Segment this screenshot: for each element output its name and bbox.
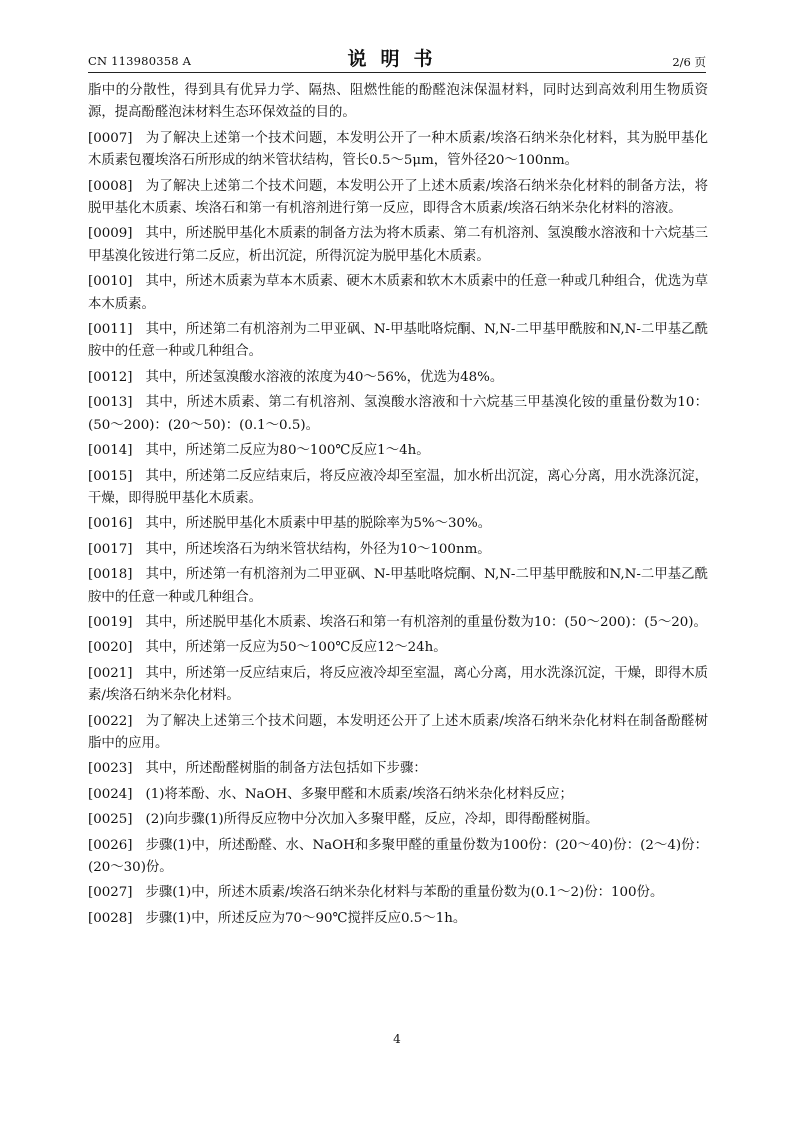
numbered-paragraph (88, 663, 708, 708)
paragraph-text: 其中，所述酚醛树脂的制备方法包括如下步骤： (145, 761, 427, 777)
patent-number: CN 113980358 A (88, 54, 192, 68)
paragraph-number: [0008] (88, 178, 133, 194)
paragraph-number: [0019] (88, 614, 133, 630)
page-header (88, 44, 706, 73)
paragraph-text: 步骤(1)中，所述木质素/埃洛石纳米杂化材料与苯酚的重量份数为(0.1～2)份：100份。 (145, 885, 664, 901)
paragraph-text: 其中，所述第一反应为50～100℃反应12～24h。 (145, 640, 447, 656)
numbered-paragraph (88, 564, 708, 609)
paragraph-text: 为了解决上述第二个技术问题，本发明公开了上述木质素/埃洛石纳米杂化材料的制备方法，将脱甲基化木质素、埃洛石和第一有机溶剂进行第一反应，即得含木质素/埃洛石纳米杂化材料的溶液。 (88, 178, 708, 217)
paragraph-number: [0025] (88, 812, 133, 828)
paragraph-text: 其中，所述氢溴酸水溶液的浓度为40～56%，优选为48%。 (145, 369, 504, 385)
numbered-paragraph (88, 809, 708, 831)
paragraph-text: 其中，所述脱甲基化木质素中甲基的脱除率为5%～30%。 (145, 516, 492, 532)
numbered-paragraph (88, 319, 708, 364)
numbered-paragraph (88, 128, 708, 173)
page-number: 4 (393, 1032, 401, 1046)
paragraph-text: 其中，所述第二有机溶剂为二甲亚砜、N-甲基吡咯烷酮、N,N-二甲基甲酰胺和N,N-二甲基乙酰胺中的任意一种或几种组合。 (88, 322, 708, 360)
paragraph-number: [0016] (88, 516, 133, 532)
numbered-paragraph (88, 223, 708, 268)
paragraph-number: [0023] (88, 761, 133, 777)
paragraph-number: [0007] (88, 130, 133, 146)
paragraph-text: (2)向步骤(1)所得反应物中分次加入多聚甲醛，反应，冷却，即得酚醛树脂。 (145, 812, 599, 828)
paragraph-number: [0022] (88, 713, 133, 729)
numbered-paragraph (88, 466, 708, 511)
paragraph-number: [0009] (88, 226, 133, 242)
numbered-paragraph (88, 835, 708, 880)
paragraph-text: 其中，所述第二反应为80～100℃反应1～4h。 (145, 443, 430, 459)
paragraph-number: [0018] (88, 567, 133, 583)
numbered-paragraph (88, 539, 708, 561)
paragraph-number: [0014] (88, 443, 133, 459)
paragraph-text: (1)将苯酚、水、NaOH、多聚甲醛和木质素/埃洛石纳米杂化材料反应； (145, 786, 573, 802)
paragraph-number: [0015] (88, 468, 133, 484)
paragraph-number: [0020] (88, 640, 133, 656)
numbered-paragraph (88, 440, 708, 462)
paragraph-text: 其中，所述脱甲基化木质素、埃洛石和第一有机溶剂的重量份数为10：(50～200)：(5～20)。 (145, 614, 707, 630)
paragraph-number: [0027] (88, 885, 133, 901)
paragraph-number: [0028] (88, 910, 133, 926)
numbered-paragraph (88, 908, 708, 930)
paragraph-text: 其中，所述脱甲基化木质素的制备方法为将木质素、第二有机溶剂、氢溴酸水溶液和十六烷基三甲基溴化铵进行第二反应，析出沉淀，所得沉淀为脱甲基化木质素。 (88, 226, 708, 264)
page-indicator: 2/6 页 (672, 55, 706, 69)
intro-paragraph: 脂中的分散性，得到具有优异力学、隔热、阻燃性能的酚醛泡沫保温材料，同时达到高效利用生物质资源，提高酚醛泡沫材料生态环保效益的目的。 (88, 83, 708, 121)
numbered-paragraph (88, 367, 708, 389)
document-body (88, 80, 708, 933)
paragraph-text: 其中，所述木质素、第二有机溶剂、氢溴酸水溶液和十六烷基三甲基溴化铵的重量份数为10：(50～200)：(20～50)：(0.1～0.5)。 (88, 395, 708, 433)
paragraph-number: [0021] (88, 665, 133, 681)
paragraph-text: 其中，所述第一反应结束后，将反应液冷却至室温，离心分离，用水洗涤沉淀，干燥，即得木质素/埃洛石纳米杂化材料。 (88, 665, 708, 704)
numbered-paragraph (88, 271, 708, 316)
paragraph-list (88, 128, 708, 930)
numbered-paragraph (88, 513, 708, 535)
numbered-paragraph (88, 392, 708, 437)
numbered-paragraph (88, 882, 708, 904)
paragraph-text: 为了解决上述第一个技术问题，本发明公开了一种木质素/埃洛石纳米杂化材料，其为脱甲基化木质素包覆埃洛石所形成的纳米管状结构，管长0.5～5μm，管外径20～100nm。 (88, 130, 708, 169)
paragraph-text: 其中，所述第二反应结束后，将反应液冷却至室温，加水析出沉淀，离心分离，用水洗涤沉淀，干燥，即得脱甲基化木质素。 (88, 468, 708, 506)
paragraph-number: [0026] (88, 837, 133, 853)
paragraph-text: 其中，所述第一有机溶剂为二甲亚砜、N-甲基吡咯烷酮、N,N-二甲基甲酰胺和N,N-二甲基乙酰胺中的任意一种或几种组合。 (88, 567, 708, 605)
paragraph-text: 步骤(1)中，所述酚醛、水、NaOH和多聚甲醛的重量份数为100份：(20～40)份：(2～4)份：(20～30)份。 (88, 837, 708, 875)
paragraph-text: 其中，所述木质素为草本木质素、硬木木质素和软木木质素中的任意一种或几种组合，优选为草本木质素。 (88, 274, 708, 312)
paragraph-number: [0024] (88, 786, 133, 802)
paragraph-text: 为了解决上述第三个技术问题，本发明还公开了上述木质素/埃洛石纳米杂化材料在制备酚醛树脂中的应用。 (88, 713, 708, 751)
numbered-paragraph (88, 758, 708, 780)
paragraph-text: 步骤(1)中，所述反应为70～90℃搅拌反应0.5～1h。 (145, 910, 467, 926)
paragraph-number: [0012] (88, 369, 133, 385)
numbered-paragraph (88, 711, 708, 756)
numbered-paragraph (88, 612, 708, 634)
document-title: 说明书 (347, 48, 447, 70)
paragraph-text: 其中，所述埃洛石为纳米管状结构，外径为10～100nm。 (145, 541, 491, 557)
paragraph-number: [0010] (88, 274, 133, 290)
numbered-paragraph (88, 637, 708, 659)
numbered-paragraph (88, 176, 708, 221)
paragraph-number: [0017] (88, 541, 133, 557)
paragraph-number: [0013] (88, 395, 133, 411)
paragraph-number: [0011] (88, 322, 133, 338)
numbered-paragraph (88, 784, 708, 806)
